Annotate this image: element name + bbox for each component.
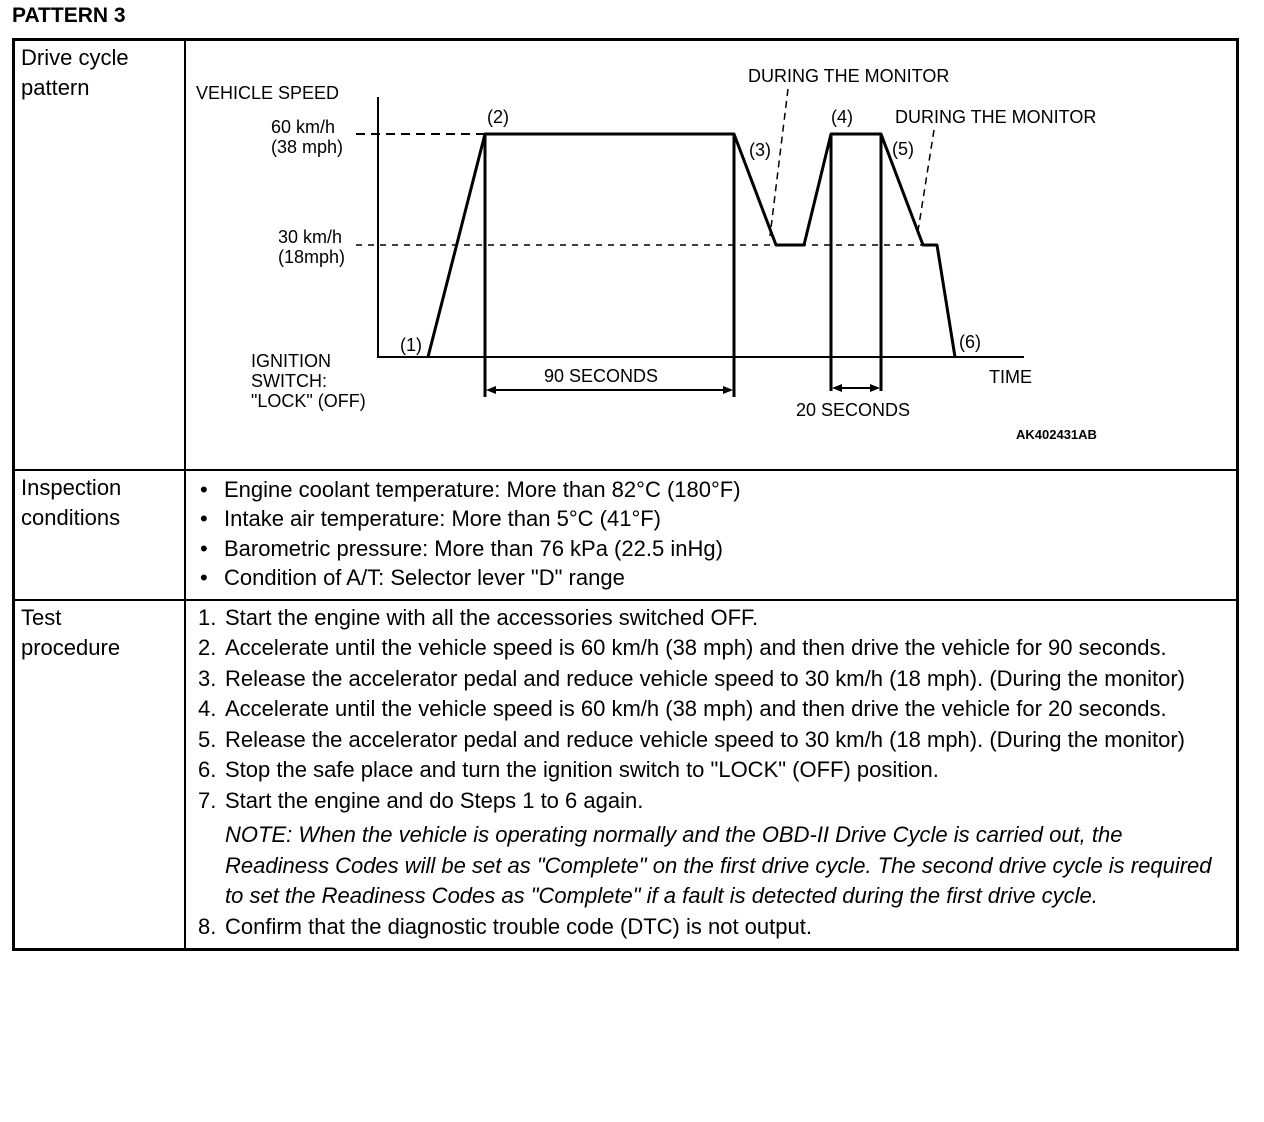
speed-high-label: 60 km/h [271,117,336,137]
step-item [198,694,1224,725]
arrow-90-right-head [723,386,733,394]
monitor-label-1: DURING THE MONITOR [748,66,950,86]
speed-low-mph-label: (18mph) [278,247,346,267]
step-number: 5. [198,726,217,752]
y-axis-label: VEHICLE SPEED [196,83,340,103]
drive-cycle-diagram [186,41,1236,467]
drive-cycle-diagram-cell [185,40,1238,470]
step-number: 7. [198,787,217,813]
step-item [198,912,1224,943]
drive-cycle-table [12,38,1239,951]
drive-cycle-label-cell [14,40,186,470]
monitor-label-2: DURING THE MONITOR [895,107,1097,127]
inspection-label-cell [14,470,186,600]
step-item [198,786,1224,912]
step-text: Accelerate until the vehicle speed is 60 km/h (38 mph) and then drive the vehicle for 20 seconds. [225,696,1167,721]
speed-time-graph [186,41,1236,467]
arrow-20-left-head [832,384,842,392]
figure-code: AK402431AB [1016,427,1097,442]
marker-3: (3) [749,140,771,160]
drive-cycle-label: Drive cycle pattern [21,45,129,100]
monitor-leader-1 [770,89,788,236]
inspection-label: Inspection conditions [21,474,122,530]
note-text: NOTE: When the vehicle is operating normally and the OBD-II Drive Cycle is carried out, the Readiness Codes will be set as "Complete" on the first drive cycle. The second drive cycle is required to set the Readiness Codes as "Complete" if a fault is detected during the first drive cycle. [225,822,1212,908]
arrow-20-right-head [870,384,880,392]
step-item [198,755,1224,786]
switch-label: SWITCH: [251,371,327,391]
x-axis-label: TIME [989,367,1032,387]
marker-5: (5) [892,139,914,159]
step-number: 8. [198,913,217,939]
inspection-content-cell [185,470,1238,600]
test-procedure-content-cell [185,600,1238,950]
step-text: Start the engine and do Steps 1 to 6 again. [225,787,644,813]
test-procedure-row [14,600,1238,950]
step-number: 4. [198,696,217,721]
step-text: Release the accelerator pedal and reduce vehicle speed to 30 km/h (18 mph). (During the monitor) [225,665,1185,691]
marker-1: (1) [400,335,422,355]
step-item [198,633,1224,664]
step-number: 3. [198,665,217,691]
ignition-label: IGNITION [251,351,331,371]
step-text: Release the accelerator pedal and reduce vehicle speed to 30 km/h (18 mph). (During the monitor) [225,726,1185,752]
marker-2: (2) [487,107,509,127]
page-title: PATTERN 3 [12,4,126,27]
speed-high-mph-label: (38 mph) [271,137,344,157]
marker-6: (6) [959,332,981,352]
marker-4: (4) [831,107,853,127]
inspection-row [14,470,1238,600]
drive-cycle-row [14,40,1238,470]
test-procedure-steps [186,601,1236,949]
step-item [198,603,1224,634]
condition-item: • Condition of A/T: Selector lever "D" range [198,563,1236,593]
condition-item: • Intake air temperature: More than 5°C (41°F) [198,504,1236,534]
step-text: Accelerate until the vehicle speed is 60 km/h (38 mph) and then drive the vehicle for 90 seconds. [225,635,1167,660]
test-procedure-label: Test procedure [21,604,121,660]
duration-90-label: 90 SECONDS [544,366,659,386]
condition-item: • Barometric pressure: More than 76 kPa (22.5 inHg) [198,534,1236,564]
step-number: 1. [198,604,217,630]
step-text: Start the engine with all the accessories switched OFF. [225,604,759,630]
inspection-conditions-list [186,471,1236,597]
step-text: Stop the safe place and turn the ignition switch to "LOCK" (OFF) position. [225,757,939,782]
speed-low-label: 30 km/h [278,227,343,247]
step-item [198,664,1224,695]
arrow-90-left-head [486,386,496,394]
duration-20-label: 20 SECONDS [796,400,911,420]
step-text: Confirm that the diagnostic trouble code (DTC) is not output. [225,913,812,939]
step-number: 2. [198,635,217,660]
lock-off-label: "LOCK" (OFF) [251,391,366,411]
step-number: 6. [198,757,217,782]
monitor-leader-2 [918,130,934,231]
condition-item: • Engine coolant temperature: More than 82°C (180°F) [198,475,1236,505]
step-item [198,725,1224,756]
test-procedure-label-cell [14,600,186,950]
